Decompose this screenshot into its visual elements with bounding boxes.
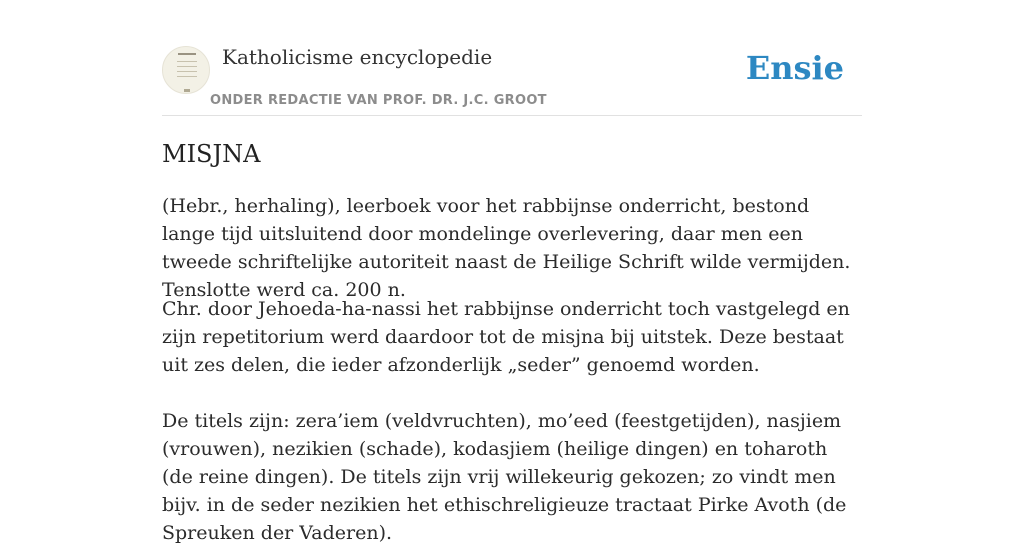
header xyxy=(162,0,862,116)
entry-paragraph: (Hebr., herhaling), leerboek voor het rabbijnse onderricht, bestond lange tijd uitsluitend door mondelinge overlevering, daar men een tweede schriftelijke autoriteit naast de Heilige Schrift wilde vermijden. Tenslotte werd ca. 200 n. xyxy=(162,195,851,301)
cover-publisher-mark xyxy=(184,89,190,92)
cover-text-line xyxy=(177,66,197,67)
cover-text-line xyxy=(177,76,197,77)
book-title-link[interactable]: Katholicisme encyclopedie xyxy=(222,45,493,69)
ensie-logo-link[interactable]: Ensie xyxy=(745,49,844,87)
editor-credit: ONDER REDACTIE VAN PROF. DR. J.C. GROOT xyxy=(210,93,547,108)
cover-title-mark xyxy=(178,53,196,55)
entry-paragraph: De titels zijn: zera’iem (veldvruchten), mo’eed (feestgetijden), nasjiem (vrouwen), nezikien (schade), kodasjiem (heilige dingen) en toharoth (de reine dingen). De titels zijn vrij willekeurig gekozen; zo vindt men bijv. in de seder nezikien het ethischreligieuze tractaat Pirke Avoth (de Spreuken der Vaderen). xyxy=(162,410,847,544)
page xyxy=(162,0,862,544)
cover-text-line xyxy=(177,71,197,72)
cover-text-line xyxy=(177,61,197,62)
entry-title: MISJNA xyxy=(162,140,261,168)
book-cover-image[interactable] xyxy=(162,46,210,94)
entry-paragraph: Chr. door Jehoeda-ha-nassi het rabbijnse onderricht toch vastgelegd en zijn repetitorium werd daardoor tot de misjna bij uitstek. Deze bestaat uit zes delen, die ieder afzonderlijk „seder” genoemd worden. xyxy=(162,298,850,376)
